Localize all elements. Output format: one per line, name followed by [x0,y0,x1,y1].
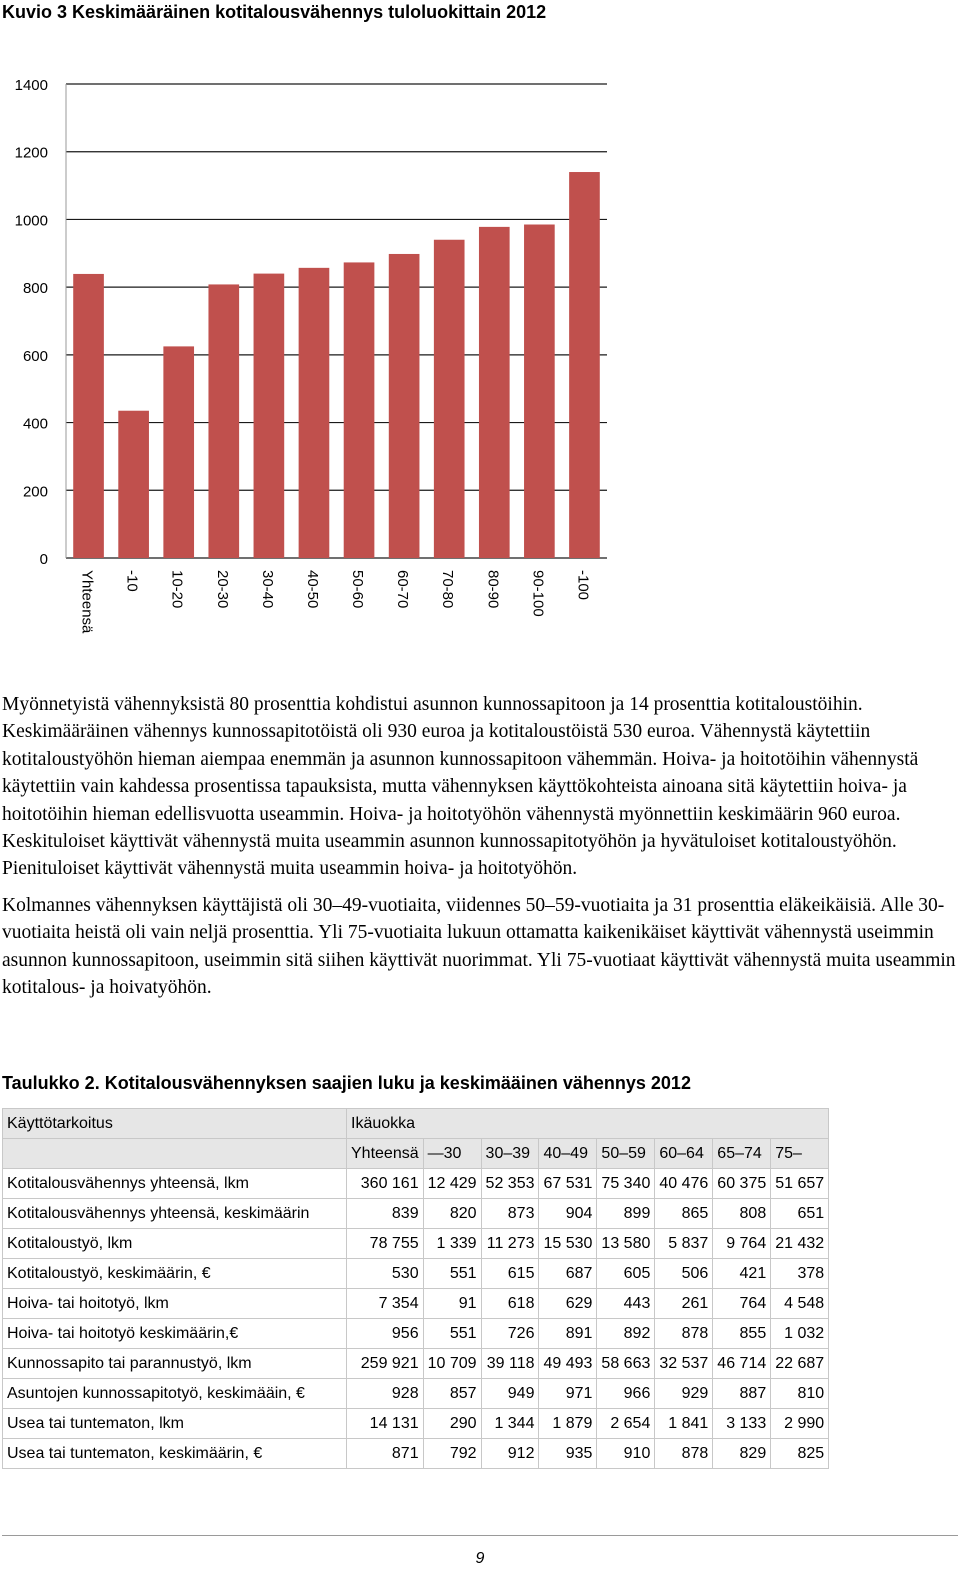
table-cell: 9 764 [713,1229,771,1259]
table-cell: 966 [597,1379,655,1409]
bar [434,240,465,558]
x-tick-label: 40-50 [303,570,321,609]
table-cell: 259 921 [347,1349,424,1379]
column-header: 75– [771,1139,829,1169]
row-label: Asuntojen kunnossapitotyö, keskimääin, € [3,1379,347,1409]
table-cell: 956 [347,1319,424,1349]
y-tick-label: 1000 [14,212,48,230]
table-cell: 887 [713,1379,771,1409]
y-tick-label: 400 [22,415,48,433]
x-tick-label: -10 [123,570,141,592]
column-header: 30–39 [481,1139,539,1169]
table-cell: 857 [423,1379,481,1409]
table-cell: 14 131 [347,1409,424,1439]
column-header: Käyttötarkoitus [3,1109,347,1139]
table-cell: 1 841 [655,1409,713,1439]
table-cell: 4 548 [771,1289,829,1319]
x-tick-label: 10-20 [168,570,186,609]
y-tick-label: 200 [22,483,48,501]
table-cell: 51 657 [771,1169,829,1199]
table-cell: 912 [481,1439,539,1469]
paragraph: Myönnetyistä vähennyksistä 80 prosenttia kohdistui asunnon kunnossapitoon ja 14 prosenttia kotitaloustöihin. Keskimääräinen vähennys kunnossapitotöistä oli 930 euroa ja kotitaloustöistä 530 euroa. Vähennystä käytettiin kotitaloustyöhön hieman aiempaa enemmän ja asunnon kunnossapitoon vähemmän. Hoiva- ja hoitotöihin vähennystä käytettiin vain kahdessa prosentissa tapauksista, mutta vähennyksen käyttökohteista ainoana sitä käytettiin hoiva- ja hoitotöihin hieman edellisvuotta useammin. Hoiva- ja hoitotyöhön vähennystä myönnettiin keskimäärin 960 euroa. Keskituloiset käyttivät vähennystä muita useammin asunnon kunnossapitotyöhön ja hyvätuloiset kotitaloustyöhön. Pienituloiset käyttivät vähennystä muita useammin hoiva- ja hoitotyöhön. [2,694,919,880]
table-cell: 443 [597,1289,655,1319]
table-cell: 871 [347,1439,424,1469]
table-cell: 839 [347,1199,424,1229]
table-cell: 2 990 [771,1409,829,1439]
y-tick-label: 0 [39,551,48,568]
table-cell: 261 [655,1289,713,1319]
table-cell: 935 [539,1439,597,1469]
table-cell: 52 353 [481,1169,539,1199]
column-header: 40–49 [539,1139,597,1169]
table-cell: 892 [597,1319,655,1349]
data-table [2,1108,829,1469]
row-label: Kotitaloustyö, lkm [3,1229,347,1259]
table-cell: 506 [655,1259,713,1289]
paragraph: Kolmannes vähennyksen käyttäjistä oli 30–49-vuotiaita, viidennes 50–59-vuotiaita ja 31 prosenttia eläkeikäisiä. Alle 30-vuotiaita heistä oli vain neljä prosenttia. Yli 75-vuotiaita lukuun ottamatta kaikenikäiset käyttivät vähennystä useimmin asunnon kunnossapitoon, useimmin sitä siihen käyttivät nuorimmat. Yli 75-vuotiaat käyttivät vähennystä muita useammin kotitalous- ja hoivatyöhön. [2,894,956,999]
column-header: —30 [423,1139,481,1169]
table-title: Taulukko 2. Kotitalousvähennyksen saajien luku ja keskimääinen vähennys 2012 [2,1073,691,1093]
bar [344,262,375,558]
table-cell: 49 493 [539,1349,597,1379]
table-cell: 687 [539,1259,597,1289]
x-tick-label: -100 [574,570,592,601]
y-tick-label: 1400 [14,77,48,94]
body-text [2,691,958,1010]
table-cell: 726 [481,1319,539,1349]
table-row [3,1349,829,1379]
column-header: Yhteensä [347,1139,424,1169]
table-cell: 865 [655,1199,713,1229]
table-row [3,1439,829,1469]
x-tick-label: 80-90 [484,570,502,609]
table-cell: 1 032 [771,1319,829,1349]
bar [73,274,104,558]
table-cell: 40 476 [655,1169,713,1199]
bar [479,227,510,558]
table-cell: 829 [713,1439,771,1469]
table-cell: 551 [423,1319,481,1349]
table-cell: 46 714 [713,1349,771,1379]
table-cell: 91 [423,1289,481,1319]
table-cell: 651 [771,1199,829,1229]
table-header-row [3,1139,829,1169]
row-label: Hoiva- tai hoitotyö keskimäärin,€ [3,1319,347,1349]
group-header: Ikäuokka [347,1109,829,1139]
table-cell: 21 432 [771,1229,829,1259]
table-cell: 971 [539,1379,597,1409]
table-cell: 12 429 [423,1169,481,1199]
x-tick-label: 90-100 [529,570,547,617]
x-tick-label: Yhteensä [78,570,96,634]
table-cell: 873 [481,1199,539,1229]
table-cell: 75 340 [597,1169,655,1199]
bar [163,346,194,558]
bar [118,411,149,558]
y-tick-label: 600 [22,347,48,365]
table-cell: 910 [597,1439,655,1469]
table-cell: 929 [655,1379,713,1409]
figure-title: Kuvio 3 Keskimääräinen kotitalousvähennys tuloluokittain 2012 [2,2,547,22]
bar [524,225,555,558]
table-row [3,1289,829,1319]
table-row [3,1169,829,1199]
table-cell: 15 530 [539,1229,597,1259]
table-cell: 629 [539,1289,597,1319]
y-tick-label: 800 [22,280,48,298]
row-label: Kotitalousvähennys yhteensä, keskimäärin [3,1199,347,1229]
row-label: Usea tai tuntematon, lkm [3,1409,347,1439]
table-cell: 530 [347,1259,424,1289]
table-cell: 39 118 [481,1349,539,1379]
table-cell: 878 [655,1319,713,1349]
bar-chart [0,60,640,660]
y-tick-label: 1200 [14,144,48,162]
table-cell: 904 [539,1199,597,1229]
table-cell: 891 [539,1319,597,1349]
row-label: Usea tai tuntematon, keskimäärin, € [3,1439,347,1469]
column-header: 60–64 [655,1139,713,1169]
table-cell: 808 [713,1199,771,1229]
table-cell: 2 654 [597,1409,655,1439]
table-row [3,1319,829,1349]
x-tick-label: 50-60 [349,570,367,609]
table-cell: 378 [771,1259,829,1289]
table-cell: 360 161 [347,1169,424,1199]
table-cell: 10 709 [423,1349,481,1379]
table-cell: 928 [347,1379,424,1409]
table-cell: 899 [597,1199,655,1229]
table-cell: 825 [771,1439,829,1469]
bar [299,268,330,558]
table-cell: 290 [423,1409,481,1439]
x-tick-label: 30-40 [258,570,276,609]
table-cell: 78 755 [347,1229,424,1259]
table-cell: 792 [423,1439,481,1469]
table-cell: 1 344 [481,1409,539,1439]
row-label: Hoiva- tai hoitotyö, lkm [3,1289,347,1319]
row-label: Kotitalousvähennys yhteensä, lkm [3,1169,347,1199]
footer-rule [2,1535,958,1536]
table-cell: 5 837 [655,1229,713,1259]
table-cell: 421 [713,1259,771,1289]
table-cell: 13 580 [597,1229,655,1259]
x-tick-label: 20-30 [213,570,231,609]
bar [208,284,239,558]
table-cell: 22 687 [771,1349,829,1379]
table-cell: 605 [597,1259,655,1289]
table-row [3,1379,829,1409]
table-cell: 67 531 [539,1169,597,1199]
column-header: 50–59 [597,1139,655,1169]
table-cell: 1 339 [423,1229,481,1259]
bar [254,274,285,558]
table-cell: 810 [771,1379,829,1409]
column-header: 65–74 [713,1139,771,1169]
table-header-row [3,1109,829,1139]
row-label: Kotitaloustyö, keskimäärin, € [3,1259,347,1289]
table-row [3,1259,829,1289]
table-cell: 618 [481,1289,539,1319]
bar [569,172,600,558]
table-cell: 949 [481,1379,539,1409]
x-tick-label: 70-80 [439,570,457,609]
table-cell: 551 [423,1259,481,1289]
table-cell: 7 354 [347,1289,424,1319]
table-cell: 58 663 [597,1349,655,1379]
x-tick-label: 60-70 [394,570,412,609]
header-cell [3,1139,347,1169]
table-cell: 3 133 [713,1409,771,1439]
table-cell: 32 537 [655,1349,713,1379]
table-cell: 878 [655,1439,713,1469]
page-number: 9 [475,1550,485,1567]
table-row [3,1409,829,1439]
table-cell: 764 [713,1289,771,1319]
table-cell: 1 879 [539,1409,597,1439]
table-cell: 11 273 [481,1229,539,1259]
row-label: Kunnossapito tai parannustyö, lkm [3,1349,347,1379]
table-cell: 60 375 [713,1169,771,1199]
table-cell: 820 [423,1199,481,1229]
table-row [3,1229,829,1259]
table-cell: 615 [481,1259,539,1289]
table-row [3,1199,829,1229]
table-cell: 855 [713,1319,771,1349]
bar [389,254,420,558]
